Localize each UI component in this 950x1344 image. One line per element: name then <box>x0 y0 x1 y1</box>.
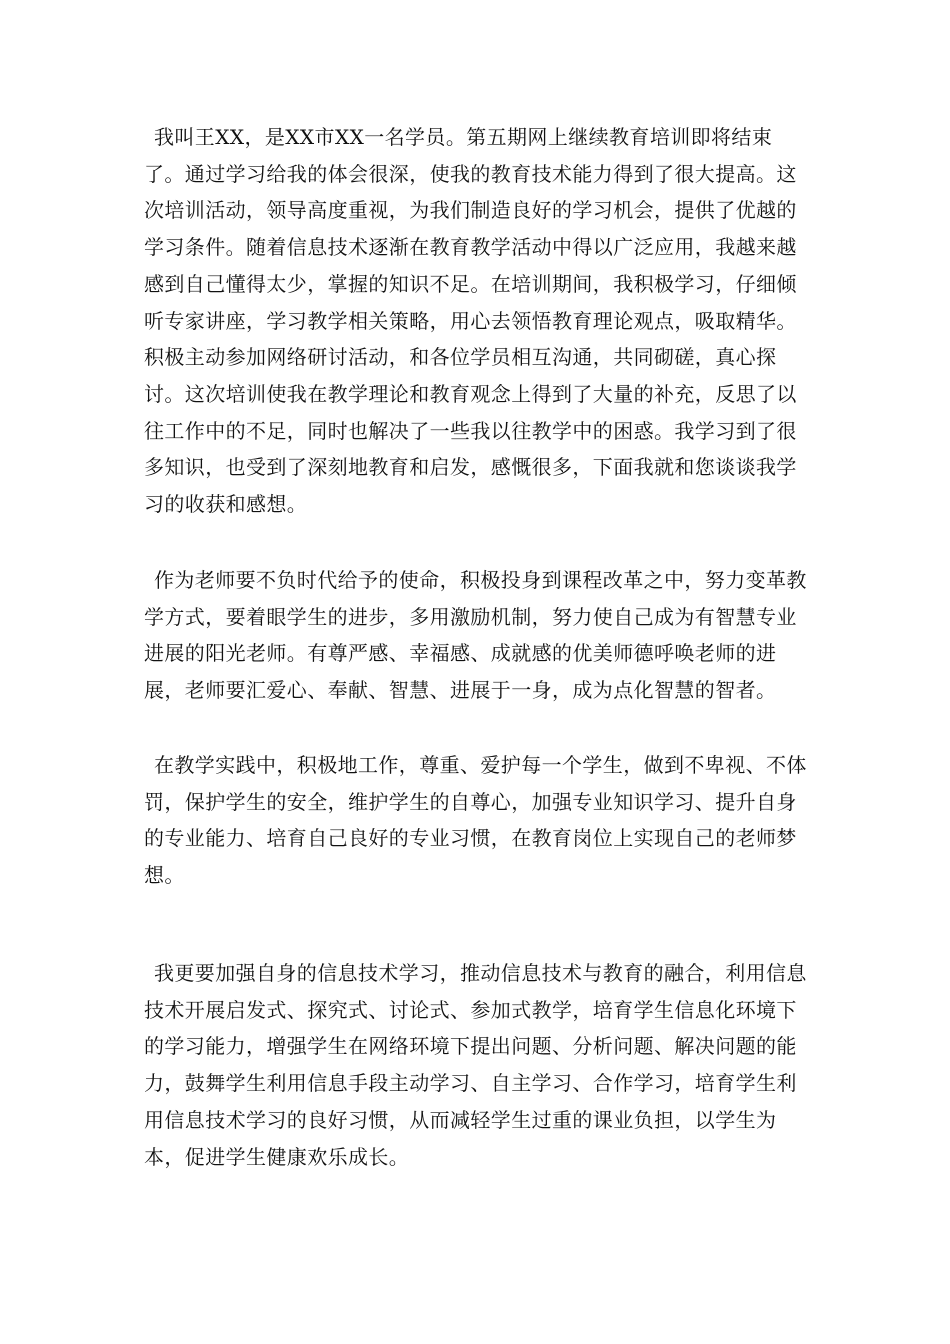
paragraph-4: 我更要加强自身的信息技术学习，推动信息技术与教育的融合，利用信息技术开展启发式、探究式、讨论式、参加式教学，培育学生信息化环境下的学习能力，增强学生在网络环境下提出问题、分析问题、解决问题的能力，鼓舞学生利用信息手段主动学习、自主学习、合作学习，培育学生利用信息技术学习的良好习惯，从而减轻学生过重的课业负担，以学生为本，促进学生健康欢乐成长。 <box>144 961 807 1169</box>
paragraph-2: 作为老师要不负时代给予的使命，积极投身到课程改革之中，努力变革教学方式，要着眼学生的进步，多用激励机制，努力使自己成为有智慧专业进展的阳光老师。有尊严感、幸福感、成就感的优美师德呼唤老师的进展，老师要汇爱心、奉献、智慧、进展于一身，成为点化智慧的智者。 <box>144 568 807 703</box>
paragraph-3: 在教学实践中，积极地工作，尊重、爱护每一个学生，做到不卑视、不体罚，保护学生的安全，维护学生的自尊心，加强专业知识学习、提升自身的专业能力、培育自己良好的专业习惯，在教育岗位上实现自己的老师梦想。 <box>144 753 807 888</box>
paragraph-1: 我叫王XX，是XX市XX一名学员。第五期网上继续教育培训即将结束了。通过学习给我的体会很深，使我的教育技术能力得到了很大提高。这次培训活动，领导高度重视，为我们制造良好的学习机会，提供了优越的学习条件。随着信息技术逐渐在教育教学活动中得以广泛应用，我越来越感到自己懂得太少，掌握的知识不足。在培训期间，我积极学习，仔细倾听专家讲座，学习教学相关策略，用心去领悟教育理论观点，吸取精华。积极主动参加网络研讨活动，和各位学员相互沟通，共同砌磋，真心探讨。这次培训使我在教学理论和教育观念上得到了大量的补充，反思了以往工作中的不足，同时也解决了一些我以往教学中的困惑。我学习到了很多知识，也受到了深刻地教育和启发，感慨很多，下面我就和您谈谈我学习的收获和感想。 <box>144 125 797 517</box>
